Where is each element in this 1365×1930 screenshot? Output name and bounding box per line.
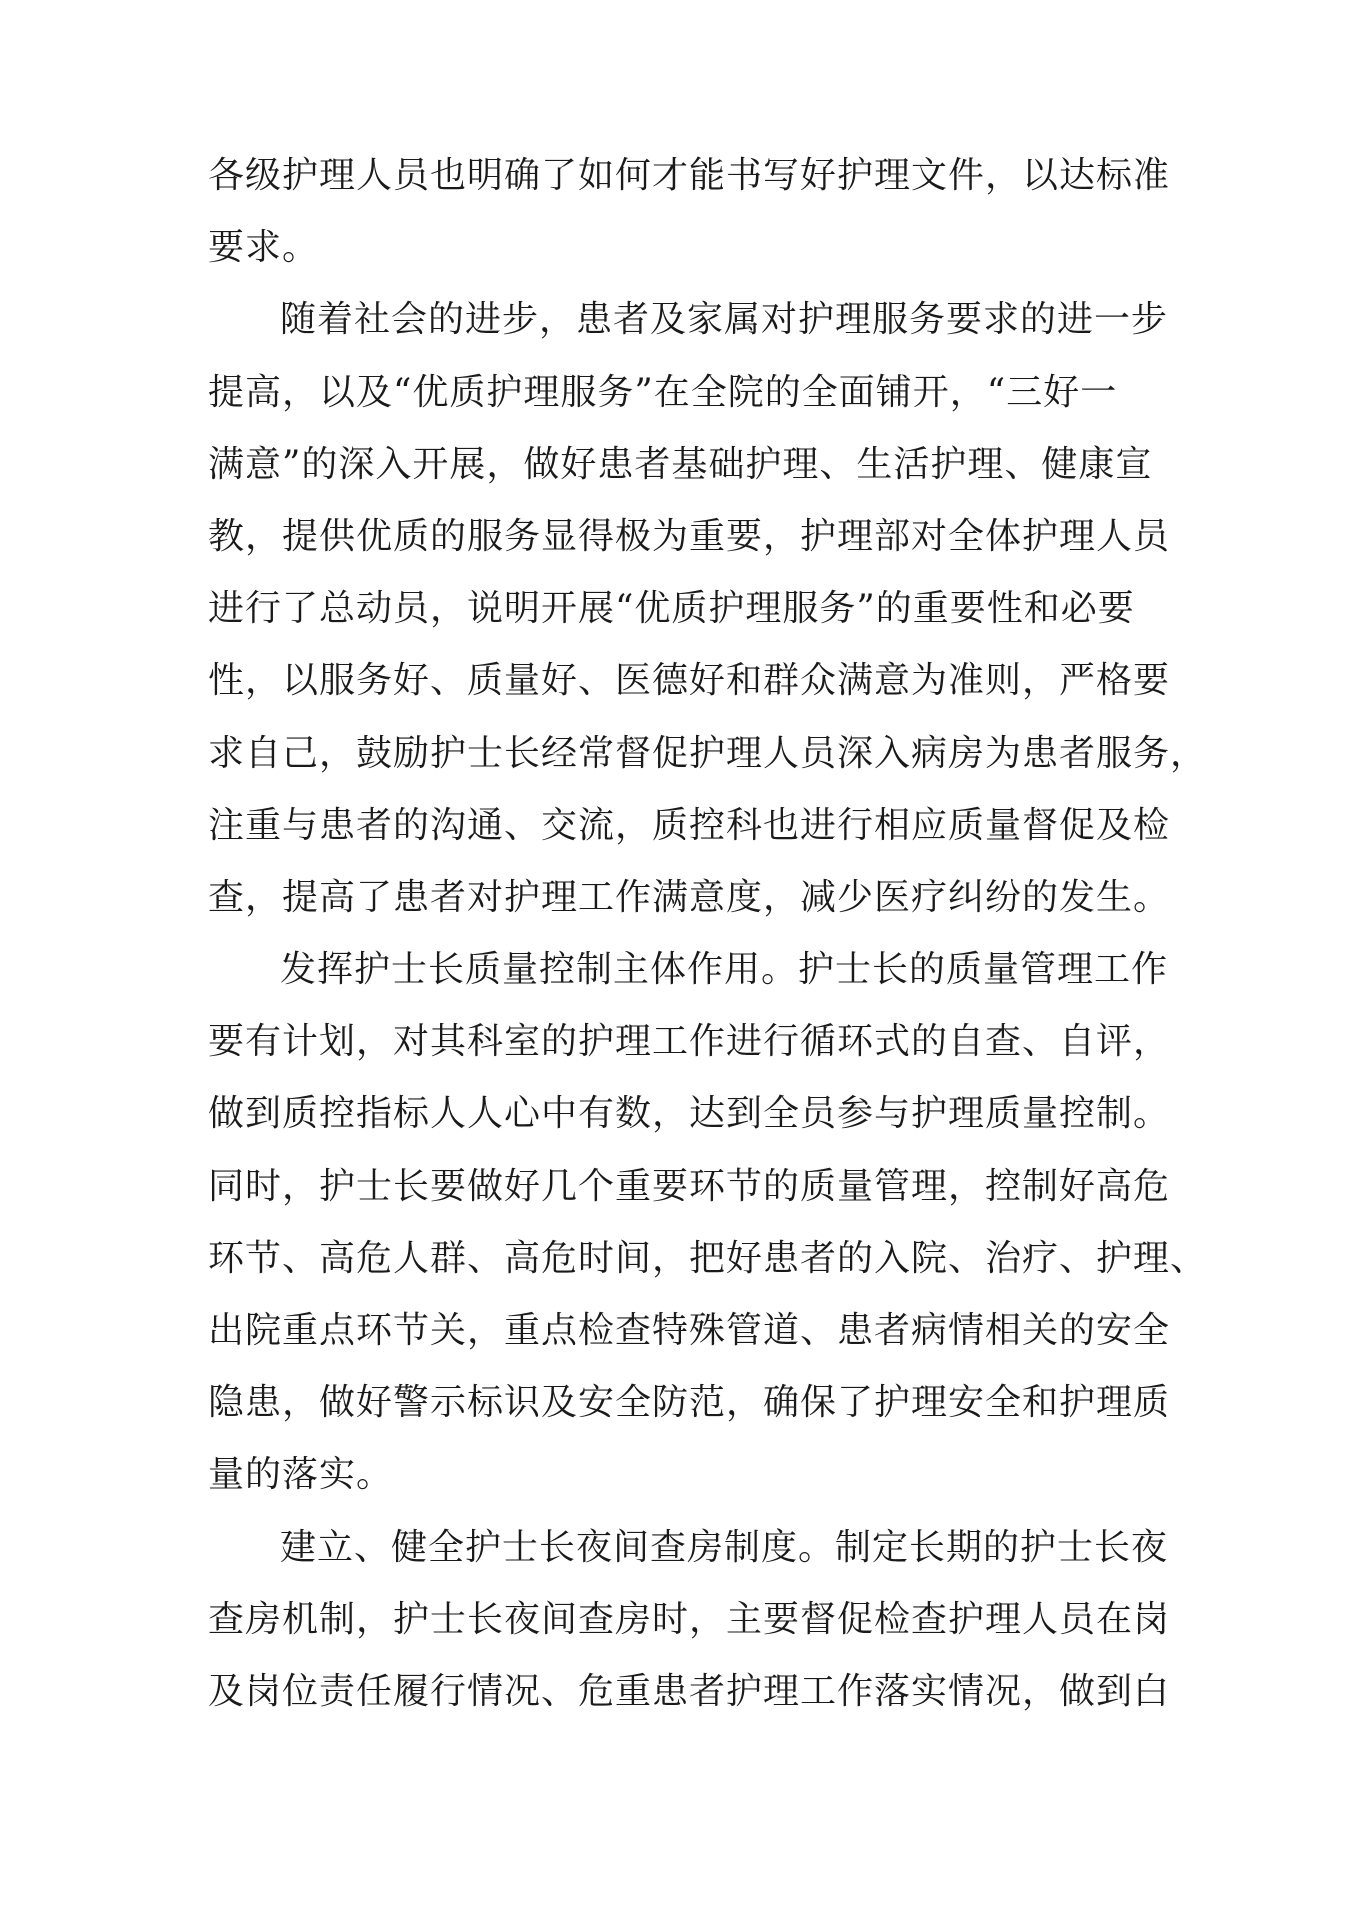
text-line: 性，以服务好、质量好、医德好和群众满意为准则，严格要	[208, 660, 1171, 702]
text-line: 满意”的深入开展，做好患者基础护理、生活护理、健康宣	[208, 443, 1153, 485]
text-line: 求自己，鼓励护士长经常督促护理人员深入病房为患者服务，	[208, 732, 1208, 774]
text-line: 要有计划，对其科室的护理工作进行循环式的自查、自评，	[208, 1021, 1171, 1063]
text-line: 查房机制，护士长夜间查房时，主要督促检查护理人员在岗	[208, 1598, 1171, 1640]
text-line: 及岗位责任履行情况、危重患者护理工作落实情况，做到白	[208, 1670, 1171, 1712]
text-line: 各级护理人员也明确了如何才能书写好护理文件，以达标准	[208, 155, 1171, 196]
text-line: 发挥护士长质量控制主体作用。护士长的质量管理工作	[280, 949, 1169, 991]
text-line: 查，提高了患者对护理工作满意度，减少医疗纠纷的发生。	[208, 876, 1171, 918]
text-line: 随着社会的进步，患者及家属对护理服务要求的进一步	[280, 299, 1169, 341]
text-line: 注重与患者的沟通、交流，质控科也进行相应质量督促及检	[208, 804, 1171, 846]
text-line: 提高，以及“优质护理服务”在全院的全面铺开，“三好一	[208, 371, 1118, 413]
text-line: 出院重点环节关，重点检查特殊管道、患者病情相关的安全	[208, 1310, 1171, 1351]
text-line: 建立、健全护士长夜间查房制度。制定长期的护士长夜	[280, 1526, 1169, 1568]
text-line: 同时，护士长要做好几个重要环节的质量管理，控制好高危	[208, 1165, 1171, 1207]
text-line: 环节、高危人群、高危时间，把好患者的入院、治疗、护理、	[208, 1237, 1208, 1279]
text-line: 隐患，做好警示标识及安全防范，确保了护理安全和护理质	[208, 1382, 1171, 1424]
text-line: 要求。	[208, 227, 320, 269]
document-body	[208, 140, 1208, 1728]
text-line: 量的落实。	[208, 1454, 394, 1496]
text-line: 做到质控指标人人心中有数，达到全员参与护理质量控制。	[208, 1093, 1171, 1135]
text-line: 进行了总动员，说明开展“优质护理服务”的重要性和必要	[208, 588, 1135, 630]
text-line: 教，提供优质的服务显得极为重要，护理部对全体护理人员	[208, 515, 1171, 557]
